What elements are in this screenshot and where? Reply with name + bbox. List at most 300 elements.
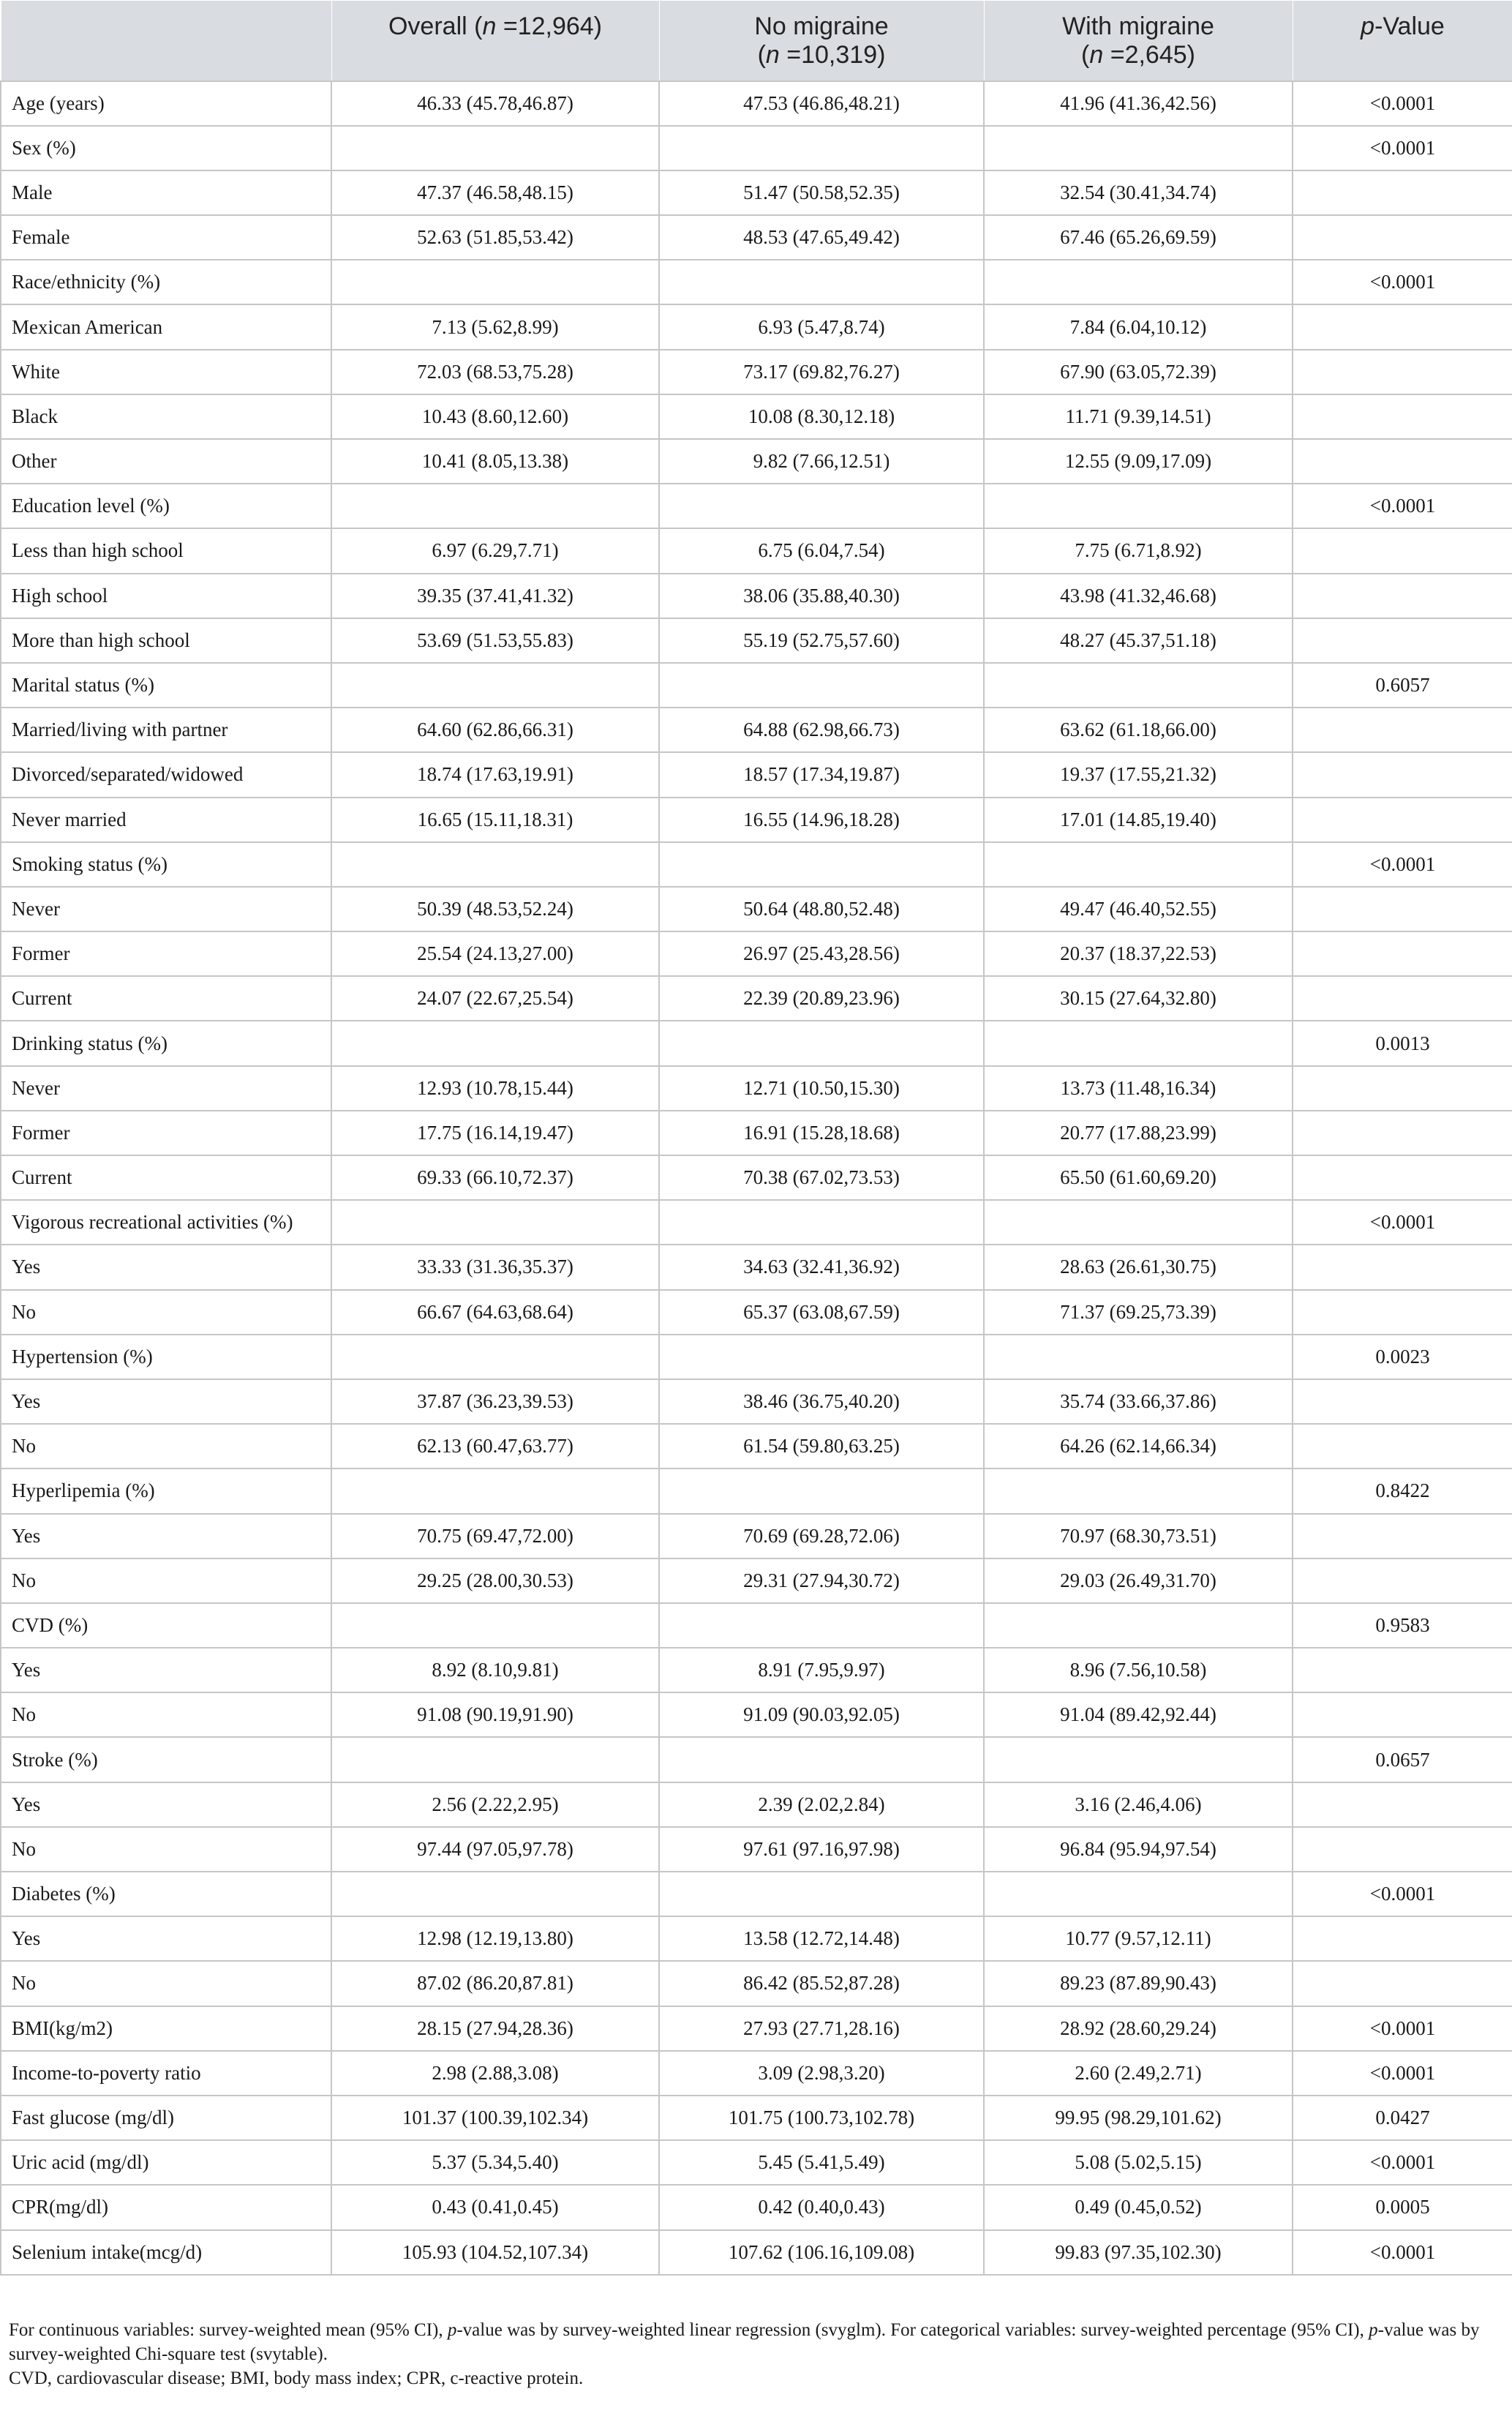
cell-overall (331, 126, 659, 170)
cell-overall: 39.35 (37.41,41.32) (331, 574, 659, 618)
table-row (1, 887, 1512, 931)
header-no-migraine-open: ( (757, 41, 766, 69)
cell-p-value (1293, 574, 1512, 618)
cell-no-migraine: 107.62 (106.16,109.08) (659, 2230, 984, 2275)
table-row (1, 1021, 1512, 1065)
cell-p-value (1293, 350, 1512, 394)
cell-no-migraine: 6.93 (5.47,8.74) (659, 304, 984, 349)
cell-overall: 28.15 (27.94,28.36) (331, 2006, 659, 2051)
cell-overall (331, 1200, 659, 1245)
cell-no-migraine: 3.09 (2.98,3.20) (659, 2051, 984, 2096)
cell-overall: 64.60 (62.86,66.31) (331, 708, 659, 752)
cell-no-migraine: 8.91 (7.95,9.97) (659, 1648, 984, 1692)
cell-no-migraine: 26.97 (25.43,28.56) (659, 931, 984, 976)
cell-p-value: 0.9583 (1293, 1603, 1512, 1648)
cell-with-migraine: 99.83 (97.35,102.30) (984, 2230, 1293, 2275)
table-row (1, 708, 1512, 752)
row-label: Education level (%) (1, 484, 331, 528)
cell-overall: 5.37 (5.34,5.40) (331, 2140, 659, 2185)
header-no-migraine (659, 1, 984, 81)
cell-no-migraine: 101.75 (100.73,102.78) (659, 2096, 984, 2140)
cell-overall: 17.75 (16.14,19.47) (331, 1111, 659, 1155)
table-row (1, 752, 1512, 797)
row-label: Less than high school (1, 528, 331, 573)
table-row (1, 798, 1512, 842)
cell-overall: 52.63 (51.85,53.42) (331, 215, 659, 260)
cell-overall: 16.65 (15.11,18.31) (331, 798, 659, 842)
cell-overall: 105.93 (104.52,107.34) (331, 2230, 659, 2275)
cell-overall: 50.39 (48.53,52.24) (331, 887, 659, 931)
row-label: Female (1, 215, 331, 260)
footnote-methods (9, 2318, 1501, 2366)
cell-no-migraine: 0.42 (0.40,0.43) (659, 2185, 984, 2229)
table-row (1, 1872, 1512, 1916)
cell-no-migraine: 50.64 (48.80,52.48) (659, 887, 984, 931)
cell-no-migraine (659, 663, 984, 708)
cell-no-migraine: 47.53 (46.86,48.21) (659, 81, 984, 126)
cell-no-migraine: 13.58 (12.72,14.48) (659, 1916, 984, 1961)
table-row (1, 1782, 1512, 1827)
cell-with-migraine (984, 126, 1293, 170)
row-label: Uric acid (mg/dl) (1, 2140, 331, 2185)
cell-with-migraine: 63.62 (61.18,66.00) (984, 708, 1293, 752)
cell-no-migraine: 18.57 (17.34,19.87) (659, 752, 984, 797)
cell-no-migraine (659, 1603, 984, 1648)
cell-p-value (1293, 1245, 1512, 1289)
cell-overall: 69.33 (66.10,72.37) (331, 1155, 659, 1200)
cell-p-value: <0.0001 (1293, 1872, 1512, 1916)
table-row (1, 304, 1512, 349)
row-label: White (1, 350, 331, 394)
cell-p-value (1293, 1290, 1512, 1335)
footnote-p-symbol: p (447, 2320, 457, 2340)
cell-with-migraine: 11.71 (9.39,14.51) (984, 394, 1293, 439)
table-row (1, 350, 1512, 394)
cell-overall: 10.41 (8.05,13.38) (331, 439, 659, 484)
table-row (1, 394, 1512, 439)
cell-no-migraine: 64.88 (62.98,66.73) (659, 708, 984, 752)
cell-with-migraine: 30.15 (27.64,32.80) (984, 976, 1293, 1021)
cell-p-value: <0.0001 (1293, 842, 1512, 887)
cell-no-migraine: 55.19 (52.75,57.60) (659, 618, 984, 663)
row-label: Marital status (%) (1, 663, 331, 708)
cell-with-migraine: 12.55 (9.09,17.09) (984, 439, 1293, 484)
row-label: More than high school (1, 618, 331, 663)
cell-p-value: <0.0001 (1293, 484, 1512, 528)
cell-with-migraine: 19.37 (17.55,21.32) (984, 752, 1293, 797)
cell-p-value (1293, 618, 1512, 663)
cell-p-value: <0.0001 (1293, 2051, 1512, 2096)
cell-overall (331, 1603, 659, 1648)
cell-with-migraine: 96.84 (95.94,97.54) (984, 1827, 1293, 1872)
row-label: Sex (%) (1, 126, 331, 170)
cell-p-value (1293, 1066, 1512, 1111)
table-row (1, 1468, 1512, 1513)
cell-overall: 47.37 (46.58,48.15) (331, 170, 659, 215)
table-row (1, 1558, 1512, 1603)
cell-with-migraine (984, 1468, 1293, 1513)
cell-with-migraine: 29.03 (26.49,31.70) (984, 1558, 1293, 1603)
cell-no-migraine: 29.31 (27.94,30.72) (659, 1558, 984, 1603)
table-row (1, 976, 1512, 1021)
cell-p-value: 0.0023 (1293, 1335, 1512, 1379)
cell-overall (331, 1468, 659, 1513)
cell-no-migraine (659, 1468, 984, 1513)
cell-no-migraine: 2.39 (2.02,2.84) (659, 1782, 984, 1827)
cell-with-migraine: 64.26 (62.14,66.34) (984, 1424, 1293, 1468)
table-row (1, 439, 1512, 484)
cell-no-migraine: 65.37 (63.08,67.59) (659, 1290, 984, 1335)
table-row (1, 574, 1512, 618)
cell-p-value (1293, 1424, 1512, 1468)
header-overall-label: Overall ( (388, 12, 483, 40)
cell-no-migraine (659, 1021, 984, 1065)
row-label: Divorced/separated/widowed (1, 752, 331, 797)
cell-no-migraine: 70.38 (67.02,73.53) (659, 1155, 984, 1200)
table-row (1, 931, 1512, 976)
header-variable (1, 1, 331, 81)
table-row (1, 2096, 1512, 2140)
row-label: Yes (1, 1379, 331, 1424)
cell-p-value: 0.0013 (1293, 1021, 1512, 1065)
cell-p-value: 0.0005 (1293, 2185, 1512, 2229)
header-overall-n-value: =12,964) (496, 12, 602, 40)
row-label: Stroke (%) (1, 1737, 331, 1782)
cell-overall: 2.98 (2.88,3.08) (331, 2051, 659, 2096)
cell-overall: 7.13 (5.62,8.99) (331, 304, 659, 349)
cell-p-value (1293, 708, 1512, 752)
cell-with-migraine: 13.73 (11.48,16.34) (984, 1066, 1293, 1111)
cell-p-value: 0.0427 (1293, 2096, 1512, 2140)
cell-overall: 2.56 (2.22,2.95) (331, 1782, 659, 1827)
cell-overall: 12.98 (12.19,13.80) (331, 1916, 659, 1961)
row-label: Vigorous recreational activities (%) (1, 1200, 331, 1245)
cell-no-migraine: 38.06 (35.88,40.30) (659, 574, 984, 618)
row-label: Former (1, 1111, 331, 1155)
cell-p-value (1293, 439, 1512, 484)
row-label: Race/ethnicity (%) (1, 260, 331, 304)
cell-p-value: <0.0001 (1293, 126, 1512, 170)
cell-p-value: <0.0001 (1293, 2006, 1512, 2051)
row-label: Never (1, 1066, 331, 1111)
cell-no-migraine: 6.75 (6.04,7.54) (659, 528, 984, 573)
table-row (1, 1111, 1512, 1155)
footnote-text: -value was by survey-weighted Chi-square test (svytable). (9, 2320, 1480, 2364)
cell-with-migraine: 70.97 (68.30,73.51) (984, 1514, 1293, 1558)
cell-overall: 70.75 (69.47,72.00) (331, 1514, 659, 1558)
table-row (1, 618, 1512, 663)
cell-with-migraine: 0.49 (0.45,0.52) (984, 2185, 1293, 2229)
table-row (1, 2230, 1512, 2275)
cell-no-migraine (659, 1872, 984, 1916)
header-no-migraine-n-symbol: n (765, 41, 780, 69)
table-row (1, 528, 1512, 573)
row-label: Mexican American (1, 304, 331, 349)
row-label: Age (years) (1, 81, 331, 126)
header-overall-n-symbol: n (482, 12, 497, 40)
cell-overall: 12.93 (10.78,15.44) (331, 1066, 659, 1111)
cell-overall: 97.44 (97.05,97.78) (331, 1827, 659, 1872)
cell-overall (331, 1021, 659, 1065)
cell-overall: 8.92 (8.10,9.81) (331, 1648, 659, 1692)
cell-with-migraine: 65.50 (61.60,69.20) (984, 1155, 1293, 1200)
cell-no-migraine (659, 484, 984, 528)
row-label: No (1, 1827, 331, 1872)
cell-overall: 91.08 (90.19,91.90) (331, 1692, 659, 1737)
row-label: High school (1, 574, 331, 618)
cell-overall (331, 484, 659, 528)
footnote-text: For continuous variables: survey-weighted mean (95% CI), (9, 2320, 448, 2340)
table-row (1, 1737, 1512, 1782)
cell-p-value (1293, 1111, 1512, 1155)
cell-p-value (1293, 798, 1512, 842)
cell-overall (331, 260, 659, 304)
cell-with-migraine: 71.37 (69.25,73.39) (984, 1290, 1293, 1335)
cell-p-value (1293, 1692, 1512, 1737)
table-row (1, 2051, 1512, 2096)
row-label: Never married (1, 798, 331, 842)
cell-no-migraine: 9.82 (7.66,12.51) (659, 439, 984, 484)
header-with-migraine-label: With migraine (1062, 12, 1214, 40)
cell-p-value: <0.0001 (1293, 1200, 1512, 1245)
cell-with-migraine: 17.01 (14.85,19.40) (984, 798, 1293, 842)
table-row (1, 1514, 1512, 1558)
cell-with-migraine: 89.23 (87.89,90.43) (984, 1961, 1293, 2006)
cell-no-migraine: 97.61 (97.16,97.98) (659, 1827, 984, 1872)
cell-no-migraine (659, 1200, 984, 1245)
cell-no-migraine (659, 260, 984, 304)
row-label: BMI(kg/m2) (1, 2006, 331, 2051)
cell-with-migraine: 2.60 (2.49,2.71) (984, 2051, 1293, 2096)
table-row (1, 1648, 1512, 1692)
row-label: Yes (1, 1514, 331, 1558)
cell-no-migraine: 70.69 (69.28,72.06) (659, 1514, 984, 1558)
cell-no-migraine: 34.63 (32.41,36.92) (659, 1245, 984, 1289)
cell-p-value (1293, 1558, 1512, 1603)
cell-with-migraine (984, 1603, 1293, 1648)
cell-with-migraine: 32.54 (30.41,34.74) (984, 170, 1293, 215)
cell-p-value (1293, 1379, 1512, 1424)
cell-p-value (1293, 1916, 1512, 1961)
row-label: Current (1, 1155, 331, 1200)
cell-with-migraine: 10.77 (9.57,12.11) (984, 1916, 1293, 1961)
cell-overall (331, 1737, 659, 1782)
table-row (1, 1379, 1512, 1424)
cell-with-migraine: 91.04 (89.42,92.44) (984, 1692, 1293, 1737)
cell-with-migraine (984, 1335, 1293, 1379)
row-label: Yes (1, 1648, 331, 1692)
table-row (1, 1692, 1512, 1737)
table-row (1, 1827, 1512, 1872)
header-overall (331, 1, 659, 81)
cell-with-migraine (984, 1200, 1293, 1245)
cell-no-migraine (659, 126, 984, 170)
cell-p-value (1293, 931, 1512, 976)
cell-overall: 10.43 (8.60,12.60) (331, 394, 659, 439)
cell-with-migraine (984, 1021, 1293, 1065)
cell-p-value (1293, 1155, 1512, 1200)
cell-no-migraine: 27.93 (27.71,28.16) (659, 2006, 984, 2051)
row-label: Drinking status (%) (1, 1021, 331, 1065)
cell-p-value (1293, 1514, 1512, 1558)
cell-p-value (1293, 394, 1512, 439)
cell-with-migraine: 67.46 (65.26,69.59) (984, 215, 1293, 260)
cell-no-migraine: 16.91 (15.28,18.68) (659, 1111, 984, 1155)
table-row (1, 663, 1512, 708)
row-label: Fast glucose (mg/dl) (1, 2096, 331, 2140)
row-label: CVD (%) (1, 1603, 331, 1648)
cell-no-migraine: 22.39 (20.89,23.96) (659, 976, 984, 1021)
table-header-row (1, 1, 1512, 81)
table-row (1, 2006, 1512, 2051)
cell-no-migraine: 61.54 (59.80,63.25) (659, 1424, 984, 1468)
cell-overall (331, 1335, 659, 1379)
cell-p-value (1293, 1961, 1512, 2006)
table-row (1, 1155, 1512, 1200)
cell-overall (331, 1872, 659, 1916)
cell-overall: 33.33 (31.36,35.37) (331, 1245, 659, 1289)
cell-p-value (1293, 1782, 1512, 1827)
cell-with-migraine: 7.84 (6.04,10.12) (984, 304, 1293, 349)
row-label: Yes (1, 1916, 331, 1961)
row-label: Diabetes (%) (1, 1872, 331, 1916)
cell-overall (331, 842, 659, 887)
cell-p-value (1293, 215, 1512, 260)
row-label: Smoking status (%) (1, 842, 331, 887)
row-label: No (1, 1290, 331, 1335)
cell-no-migraine (659, 1737, 984, 1782)
cell-with-migraine (984, 663, 1293, 708)
header-p-value (1293, 1, 1512, 81)
cell-no-migraine: 86.42 (85.52,87.28) (659, 1961, 984, 2006)
cell-no-migraine: 16.55 (14.96,18.28) (659, 798, 984, 842)
table-row (1, 2140, 1512, 2185)
cell-overall: 37.87 (36.23,39.53) (331, 1379, 659, 1424)
cell-p-value: <0.0001 (1293, 2140, 1512, 2185)
header-p-label: -Value (1374, 12, 1445, 40)
footnote-text: -value was by survey-weighted linear regression (svyglm). For categorical variables: survey-weighted percentage (95% CI), (456, 2320, 1369, 2340)
cell-no-migraine (659, 1335, 984, 1379)
cell-p-value (1293, 752, 1512, 797)
row-label: Yes (1, 1245, 331, 1289)
cell-p-value (1293, 887, 1512, 931)
table-row (1, 1066, 1512, 1111)
table-row (1, 126, 1512, 170)
cell-p-value (1293, 170, 1512, 215)
footnote-abbreviations: CVD, cardiovascular disease; BMI, body mass index; CPR, c-reactive protein. (9, 2368, 584, 2388)
cell-with-migraine: 49.47 (46.40,52.55) (984, 887, 1293, 931)
table-row (1, 842, 1512, 887)
table-row (1, 1335, 1512, 1379)
cell-with-migraine: 67.90 (63.05,72.39) (984, 350, 1293, 394)
cell-no-migraine: 38.46 (36.75,40.20) (659, 1379, 984, 1424)
cell-with-migraine (984, 842, 1293, 887)
cell-no-migraine (659, 842, 984, 887)
cell-no-migraine: 12.71 (10.50,15.30) (659, 1066, 984, 1111)
cell-overall: 101.37 (100.39,102.34) (331, 2096, 659, 2140)
table-row (1, 1200, 1512, 1245)
cell-with-migraine (984, 1872, 1293, 1916)
cell-overall: 62.13 (60.47,63.77) (331, 1424, 659, 1468)
cell-overall: 24.07 (22.67,25.54) (331, 976, 659, 1021)
cell-overall: 66.67 (64.63,68.64) (331, 1290, 659, 1335)
row-label: Hypertension (%) (1, 1335, 331, 1379)
table-row (1, 1424, 1512, 1468)
cell-with-migraine: 99.95 (98.29,101.62) (984, 2096, 1293, 2140)
table-row (1, 81, 1512, 126)
footnote-p-symbol: p (1369, 2320, 1378, 2340)
row-label: Former (1, 931, 331, 976)
cell-no-migraine: 10.08 (8.30,12.18) (659, 394, 984, 439)
table-row (1, 1961, 1512, 2006)
table-row (1, 215, 1512, 260)
row-label: No (1, 1558, 331, 1603)
header-with-migraine-n-value: =2,645) (1103, 41, 1195, 69)
table-body (1, 81, 1512, 2275)
row-label: No (1, 1961, 331, 2006)
table-row (1, 1603, 1512, 1648)
table-row (1, 170, 1512, 215)
cell-with-migraine: 43.98 (41.32,46.68) (984, 574, 1293, 618)
table-row (1, 260, 1512, 304)
cell-overall: 29.25 (28.00,30.53) (331, 1558, 659, 1603)
cell-with-migraine: 20.37 (18.37,22.53) (984, 931, 1293, 976)
cell-with-migraine: 48.27 (45.37,51.18) (984, 618, 1293, 663)
table-footnotes (9, 2318, 1501, 2390)
header-no-migraine-n-value: =10,319) (779, 41, 886, 69)
cell-with-migraine: 8.96 (7.56,10.58) (984, 1648, 1293, 1692)
row-label: Income-to-poverty ratio (1, 2051, 331, 2096)
cell-with-migraine (984, 1737, 1293, 1782)
row-label: CPR(mg/dl) (1, 2185, 331, 2229)
table-row (1, 1916, 1512, 1961)
cell-overall (331, 663, 659, 708)
cell-overall: 46.33 (45.78,46.87) (331, 81, 659, 126)
cell-p-value: 0.0657 (1293, 1737, 1512, 1782)
header-p-symbol: p (1361, 12, 1375, 40)
row-label: Selenium intake(mcg/d) (1, 2230, 331, 2275)
row-label: Hyperlipemia (%) (1, 1468, 331, 1513)
cell-p-value: <0.0001 (1293, 2230, 1512, 2275)
cell-with-migraine: 28.92 (28.60,29.24) (984, 2006, 1293, 2051)
row-label: Married/living with partner (1, 708, 331, 752)
cell-p-value: <0.0001 (1293, 260, 1512, 304)
table-row (1, 1290, 1512, 1335)
header-with-migraine (984, 1, 1293, 81)
cell-with-migraine: 20.77 (17.88,23.99) (984, 1111, 1293, 1155)
cell-with-migraine: 28.63 (26.61,30.75) (984, 1245, 1293, 1289)
row-label: No (1, 1692, 331, 1737)
cell-with-migraine (984, 484, 1293, 528)
cell-overall: 18.74 (17.63,19.91) (331, 752, 659, 797)
row-label: Male (1, 170, 331, 215)
cell-overall: 6.97 (6.29,7.71) (331, 528, 659, 573)
cell-p-value: 0.6057 (1293, 663, 1512, 708)
cell-p-value (1293, 1648, 1512, 1692)
cell-no-migraine: 51.47 (50.58,52.35) (659, 170, 984, 215)
header-no-migraine-label: No migraine (754, 12, 889, 40)
cell-p-value (1293, 1827, 1512, 1872)
cell-p-value (1293, 976, 1512, 1021)
row-label: Current (1, 976, 331, 1021)
cell-with-migraine: 7.75 (6.71,8.92) (984, 528, 1293, 573)
cell-with-migraine: 3.16 (2.46,4.06) (984, 1782, 1293, 1827)
table-row (1, 1245, 1512, 1289)
table-row (1, 484, 1512, 528)
header-with-migraine-n-symbol: n (1089, 41, 1104, 69)
row-label: Yes (1, 1782, 331, 1827)
cell-no-migraine: 48.53 (47.65,49.42) (659, 215, 984, 260)
